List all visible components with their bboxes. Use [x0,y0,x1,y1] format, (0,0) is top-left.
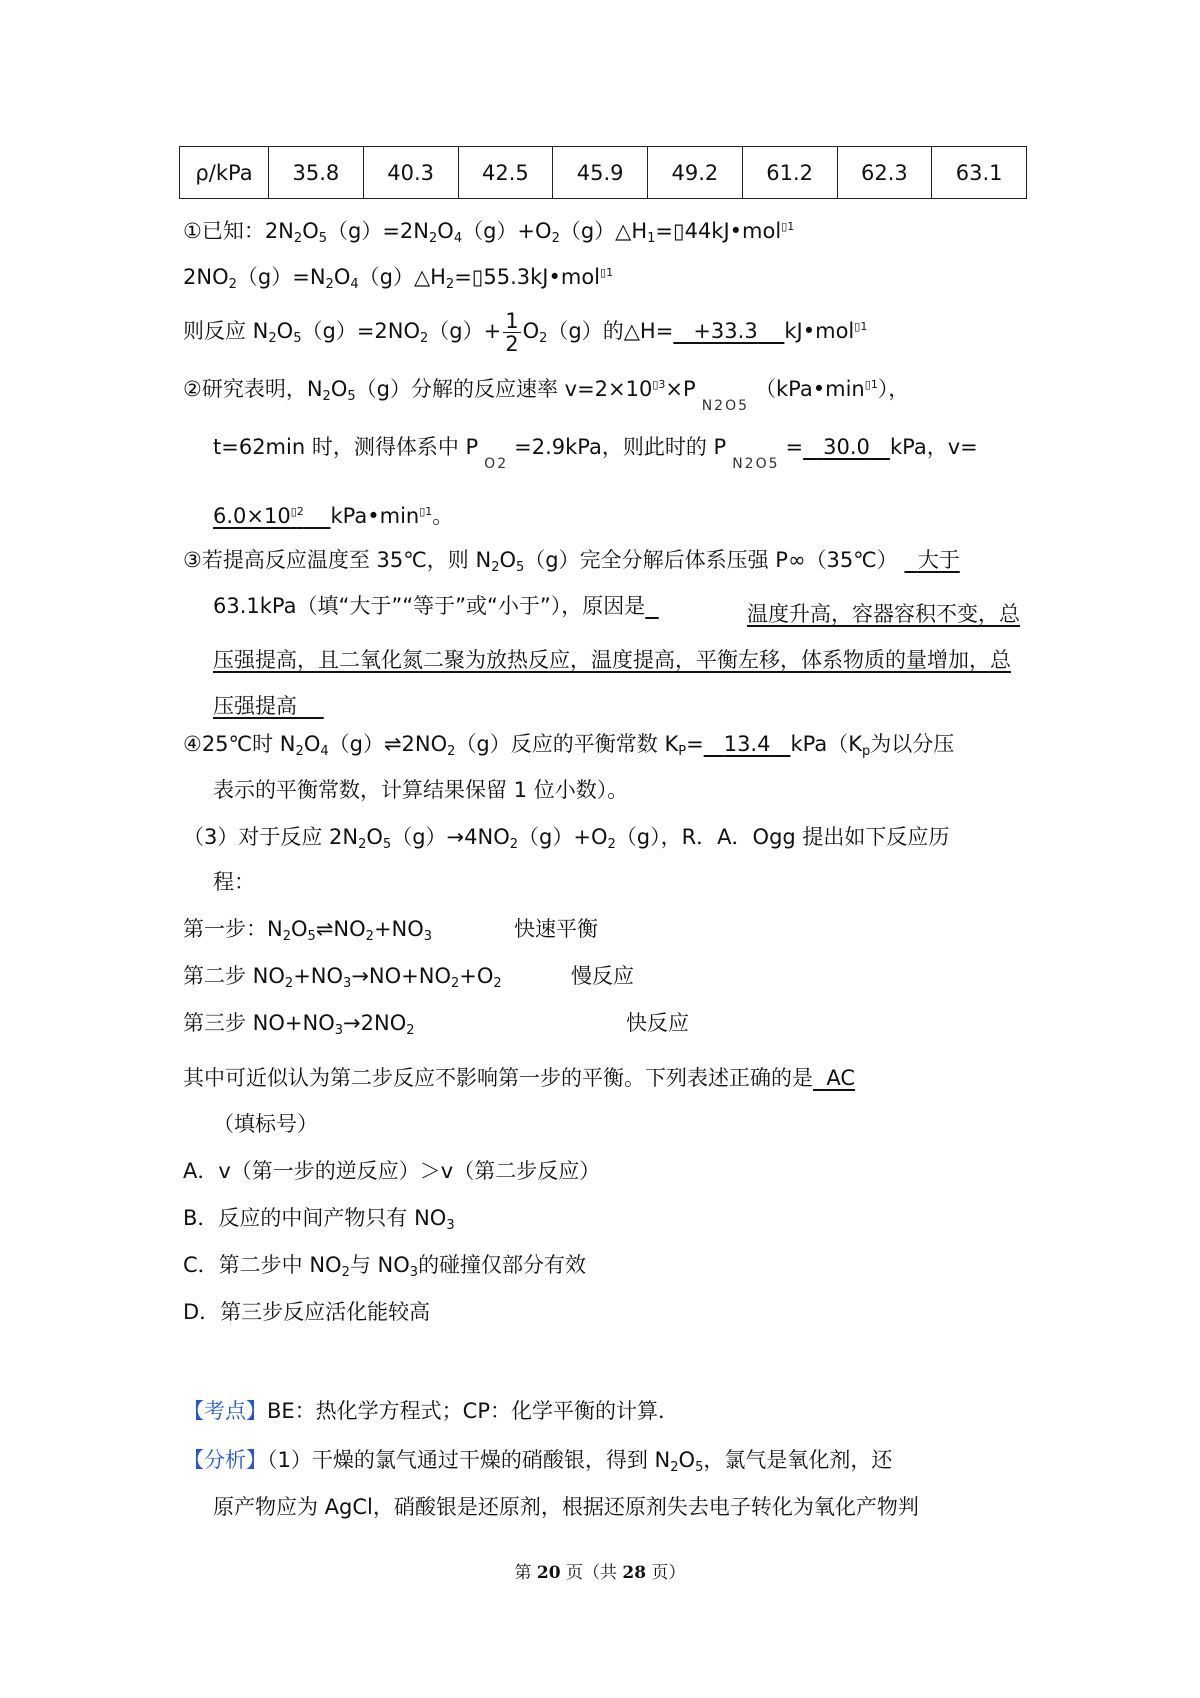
option-b: B．反应的中间产物只有 $NO_3$ [183,1206,455,1233]
step-2: 第二步 $NO_2+NO_3\to NO+NO_2+O_2$ [183,964,502,991]
answer-p-n2o5: 30.0 [823,435,870,459]
option-a: A．v（第一步的逆反应）＞v（第二步反应） [183,1159,601,1183]
table-cell: 63.1 [932,147,1027,199]
page-number: 20 [536,1563,561,1583]
kp-note-line: 表示的平衡常数，计算结果保留 1 位小数）。 [213,778,629,802]
fill-hint: （填标号） [213,1112,318,1136]
answer-kp: 13.4 [723,732,771,756]
answer-dh: +33.3 [693,319,758,343]
step-3: 第三步 $NO+NO_3\to 2NO_2$ [183,1011,415,1038]
table-cell: 45.9 [553,147,648,199]
kaodian-tag: 【考点】 [183,1399,267,1423]
kp-question-line: ④25℃时 $N_2O_4(g)\rightleftharpoons 2NO_2(g)$反应的平衡常数 $K_P=$ 13.4 $kPa(K_p$为以分压 [183,732,955,759]
fenxi-line-2: 原产物应为 AgCl，硝酸银是还原剂，根据还原剂失去电子转化为氧化产物判 [213,1495,919,1519]
temperature-question-line: ③若提高反应温度至 35℃，则 $N_2O_5(g)$完全分解后体系压强 P∞（35℃） 大于 [183,548,960,575]
kaodian-line: 【考点】BE：热化学方程式；CP：化学平衡的计算． [183,1399,680,1423]
answer-options: AC [826,1066,856,1090]
table-cell: 40.3 [363,147,458,199]
table-cell: 49.2 [648,147,743,199]
given-equation-1: ①已知：$2N_2O_5(g)=2N_2O_4(g)+O_2(g)\triangle H_1=▯44kJ•mol^{▯1}$ [183,219,795,246]
table-cell: 61.2 [742,147,837,199]
answer-v: $6.0\times 10^{▯2}$ [213,504,304,528]
statement-line: 其中可近似认为第二步反应不影响第一步的平衡。下列表述正确的是 AC [183,1066,856,1090]
table-header-cell: ρ/kPa [180,147,269,199]
table-row [180,147,1027,199]
mechanism-intro-cont: 程： [213,870,255,894]
fenxi-tag: 【分析】 [183,1448,267,1472]
answer-compare: 大于 [917,548,960,572]
table-cell: 42.5 [458,147,553,199]
step-2-rate: 慢反应 [571,964,634,988]
step-1: 第一步：$N_2O_5\rightleftharpoons NO_2+NO_3$ [183,917,433,944]
page-footer: 第 20 页（共 28 页） [514,1563,686,1583]
pressure-line: t=62min 时，测得体系中 $P_{O2}=2.9kPa$，则此时的 $P_{N2O5}=$ 30.0 kPa，v= [213,435,978,472]
fraction-half: $\frac{1}{2}$ [505,308,519,356]
reason-answer: 温度升高，容器容积不变，总压强提高，且二氧化氮二聚为放热反应，温度提高，平衡左移，体系物质的量增加，总压强提高 [213,602,1020,718]
step-3-rate: 快反应 [626,1011,689,1035]
given-equation-2: $2NO_2(g)=N_2O_4(g)\triangle H_2=▯55.3kJ•mol^{▯1}$ [183,265,614,292]
option-c: C．第二步中 $NO_2$与 $NO_3$的碰撞仅部分有效 [183,1253,587,1280]
table-cell: 35.8 [269,147,364,199]
mechanism-intro-line: （3）对于反应 $2N_2O_5(g)\to 4NO_2(g)+O_2(g)$，R．A．Ogg 提出如下反应历 [183,825,950,852]
page-total: 28 [622,1563,647,1583]
reason-line-1: 63.1kPa（填“大于”“等于”或“小于”），原因是 [213,594,646,618]
option-d: D．第三步反应活化能较高 [183,1300,431,1324]
fenxi-line-1: 【分析】（1）干燥的氯气通过干燥的硝酸银，得到 $N_2O_5$，氯气是氧化剂，还 [183,1448,893,1475]
rate-law-line: ②研究表明，$N_2O_5(g)$分解的反应速率 $v=2\times 10^{▯3}\times P_{N2O5}(kPa•\min^{▯1})$， [183,377,910,414]
rate-answer-line: $6.0\times 10^{▯2}$ $kPa•\min^{▯1}$。 [213,504,454,528]
target-reaction-line: 则反应 $N_2O_5(g)=2NO_2(g)+$ $\frac{1}{2}$ $O_2(g)$的△H= +33.3 kJ•mol$^{▯1}$ [183,308,868,356]
table-cell: 62.3 [837,147,932,199]
step-1-rate: 快速平衡 [514,917,598,941]
data-table [179,146,1027,199]
